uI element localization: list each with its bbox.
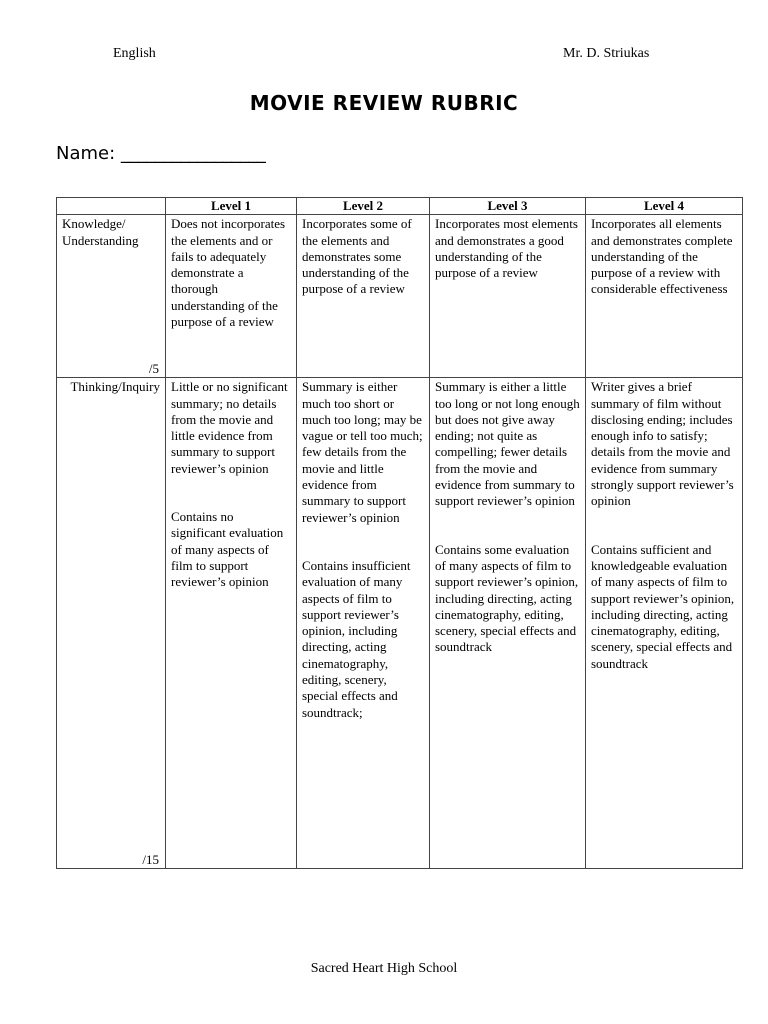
cell-text: Little or no significant summary; no details from the movie and little evidence from summary to support reviewer’s opinion [171, 379, 288, 476]
page-title: MOVIE REVIEW RUBRIC [249, 91, 519, 115]
score-label: /5 [148, 361, 159, 376]
rubric-cell-level-2 [297, 378, 430, 869]
rubric-cell-level-4 [586, 215, 743, 378]
rubric-header-row [57, 198, 743, 215]
cell-text: Contains sufficient and knowledgeable evaluation of many aspects of film to support reviewer’s opinion, including directing, acting cinematography, editing, scenery, special effects and soundtrack [591, 541, 735, 671]
header-cell-level-2: Level 2 [297, 198, 430, 215]
name-field [56, 143, 265, 164]
cell-text: Incorporates most elements and demonstrates a good understanding of the purpose of a review [435, 216, 578, 281]
cell-text: Contains no significant evaluation of many aspects of film to support reviewer’s opinion [171, 509, 284, 590]
header-cell-level-4: Level 4 [586, 198, 743, 215]
rubric-cell-level-1 [166, 378, 297, 869]
rubric-table [56, 197, 743, 869]
header-cell-level-3: Level 3 [430, 198, 586, 215]
header-subject: English [113, 46, 156, 61]
score-label: /15 [142, 852, 159, 867]
criterion-cell [57, 378, 166, 869]
name-blank-line: _________________ [120, 143, 266, 164]
criterion-label: Thinking/Inquiry [70, 379, 160, 395]
rubric-cell-level-2 [297, 215, 430, 378]
name-label: Name: [56, 143, 116, 164]
cell-text: Does not incorporates the elements and or fails to adequately demonstrate a thorough understanding of the purpose of a review [171, 216, 286, 330]
rubric-cell-level-4 [586, 378, 743, 869]
rubric-cell-level-3 [430, 378, 586, 869]
cell-text: Incorporates some of the elements and demonstrates some understanding of the purpose of a review [302, 216, 412, 297]
cell-text: Summary is either a little too long or not long enough but does not give away ending; not quite as compelling; fewer details from the movie and evidence from summary to support reviewer’s opinion [435, 379, 580, 509]
footer-school-name: Sacred Heart High School [310, 961, 458, 976]
cell-text: Summary is either much too short or much too long; may be vague or tell too much; few details from the movie and little evidence from summary to support reviewer’s opinion [302, 379, 423, 525]
criterion-cell [57, 215, 166, 378]
cell-text: Contains some evaluation of many aspects of film to support reviewer’s opinion, including directing, acting cinematography, editing, scenery, special effects and soundtrack [435, 541, 579, 655]
rubric-cell-level-1 [166, 215, 297, 378]
criterion-label: Knowledge/ Understanding [62, 216, 139, 248]
header-cell-level-1: Level 1 [166, 198, 297, 215]
cell-text: Contains insufficient evaluation of many aspects of film to support reviewer’s opinion, including directing, acting cinematography, editing, scenery, special effects and soundtrack; [302, 557, 411, 720]
header-cell-empty [57, 198, 166, 215]
table-row [57, 378, 743, 869]
header-teacher: Mr. D. Striukas [563, 46, 650, 61]
rubric-cell-level-3 [430, 215, 586, 378]
table-row [57, 215, 743, 378]
cell-text: Writer gives a brief summary of film without disclosing ending; includes enough info to satisfy; details from the movie and evidence from summary strongly support reviewer’s opinion [591, 379, 734, 509]
cell-text: Incorporates all elements and demonstrates complete understanding of the purpose of a review with considerable effectiveness [591, 216, 733, 297]
